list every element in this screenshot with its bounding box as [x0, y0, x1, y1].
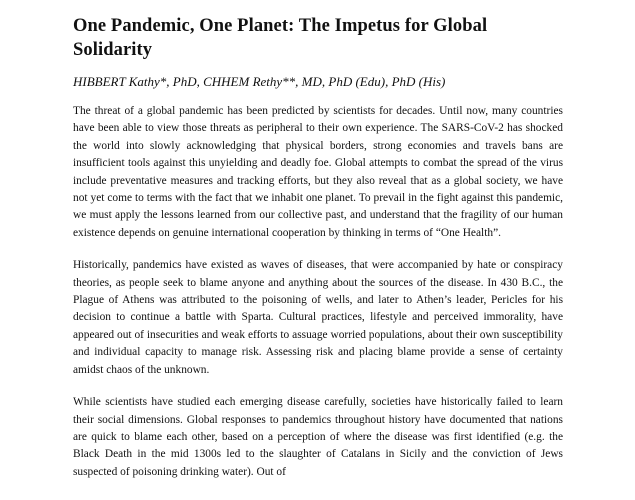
paragraph-2: Historically, pandemics have existed as waves of diseases, that were accompanied by hate or conspiracy theories, as people seek to blame anyone and anything about the sources of the disease. In 430 B.C., the Plague of Athens was attributed to the poisoning of wells, and later to Athen’s leader, Pericles for his decision to continue a battle with Sparta. Cultural practices, lifestyle and perceived immorality, have appeared out of insecurities and weak efforts to assuage worried populations, about their own susceptibility and individual capacity to manage risk. Assessing risk and placing blame provide a sense of certainty amidst chaos of the unknown.	[73, 259, 563, 376]
document-title: One Pandemic, One Planet: The Impetus for Global Solidarity	[73, 16, 488, 60]
paragraph-1: The threat of a global pandemic has been predicted by scientists for decades. Until now, many countries have been able to view those threats as peripheral to their own experience. The SARS-CoV-2 has shocked the world into slowly acknowledging that physical borders, strong economies and travels bans are insufficient tools against this unyielding and deadly foe. Global attempts to combat the spread of the virus include preventative measures and tracking efforts, but they also reveal that as a global society, we have not yet come to terms with the fact that we inhabit one planet. To prevail in the fight against this pandemic, we must apply the lessons learned from our collective past, and understand that the fragility of our human existence depends on genuine international cooperation by thinking in terms of “One Health”.	[73, 105, 563, 239]
document-page	[73, 14, 563, 481]
author-line: HIBBERT Kathy*, PhD, CHHEM Rethy**, MD, PhD (Edu), PhD (His)	[73, 74, 446, 89]
paragraph-3: While scientists have studied each emerging disease carefully, societies have historically failed to learn their social dimensions. Global responses to pandemics throughout history have documented that nations are quick to blame each other, based on a perception of where the disease was first identified (e.g. the Black Death in the mid 1300s led to the slaughter of Catalans in Sicily and the conviction of Jews suspected of poisoning drinking water). Out of	[73, 396, 563, 478]
